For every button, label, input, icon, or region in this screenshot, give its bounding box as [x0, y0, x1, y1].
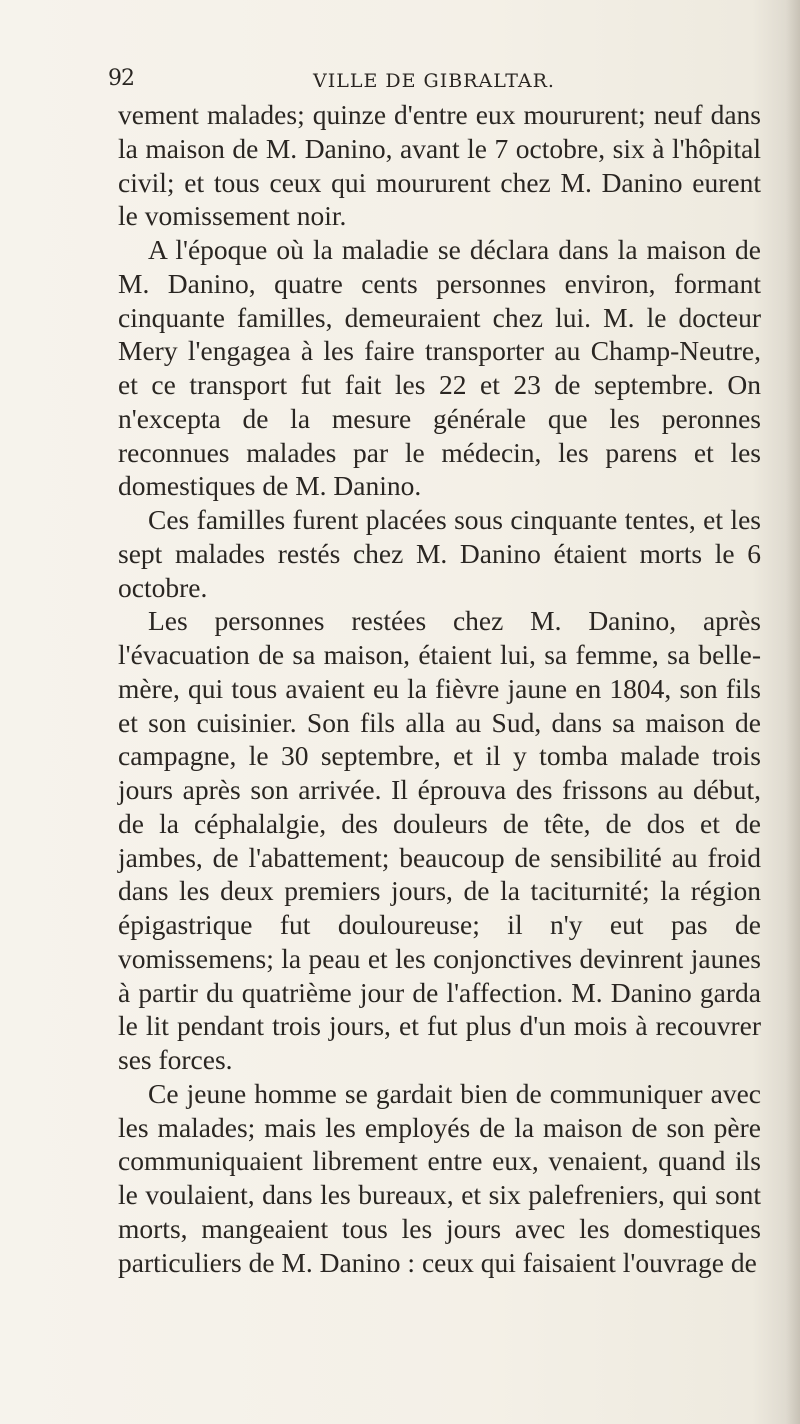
paragraph-3: Ces familles furent placées sous cinquante tentes, et les sept malades restés chez M. Danino étaient morts le 6 octobre.	[118, 504, 761, 603]
page-number: 92	[108, 66, 134, 91]
paragraph-2: A l'époque où la maladie se déclara dans la maison de M. Danino, quatre cents personnes environ, formant cinquante familles, demeuraient chez lui. M. le docteur Mery l'engagea à les faire transporter au Champ-Neutre, et ce transport fut fait les 22 et 23 de septembre. On n'excepta de la mesure générale que les peronnes reconnues malades par le médecin, les parens et les domestiques de M. Danino.	[118, 234, 761, 502]
running-title: VILLE DE GIBRALTAR.	[313, 70, 555, 92]
paragraph-1: vement malades; quinze d'entre eux moururent; neuf dans la maison de M. Danino, avant le 7 octobre, six à l'hôpital civil; et tous ceux qui moururent chez M. Danino eurent le vomissement noir.	[118, 99, 761, 232]
body-text	[118, 98, 761, 1279]
paragraph-5: Ce jeune homme se gardait bien de communiquer avec les malades; mais les employés de la maison de son père communiquaient librement entre eux, venaient, quand ils le voulaient, dans les bureaux, et six palefreniers, qui sont morts, mangeaient tous les jours avec les domestiques particuliers de M. Danino : ceux qui faisaient l'ouvrage de	[118, 1077, 761, 1278]
page-header	[104, 58, 764, 98]
page-gutter-shadow	[786, 0, 800, 1424]
paragraph-4: Les personnes restées chez M. Danino, après l'évacuation de sa maison, étaient lui, sa femme, sa belle-mère, qui tous avaient eu la fièvre jaune en 1804, son fils et son cuisinier. Son fils alla au Sud, dans sa maison de campagne, le 30 septembre, et il y tomba malade trois jours après son arrivée. Il éprouva des frissons au début, de la céphalalgie, des douleurs de tête, de dos et de jambes, de l'abattement; beaucoup de sensibilité au froid dans les deux premiers jours, de la taciturnité; la région épigastrique fut douloureuse; il n'y eut pas de vomissemens; la peau et les conjonctives devinrent jaunes à partir du quatrième jour de l'affection. M. Danino garda le lit pendant trois jours, et fut plus d'un mois à recouvrer ses forces.	[118, 605, 761, 1075]
